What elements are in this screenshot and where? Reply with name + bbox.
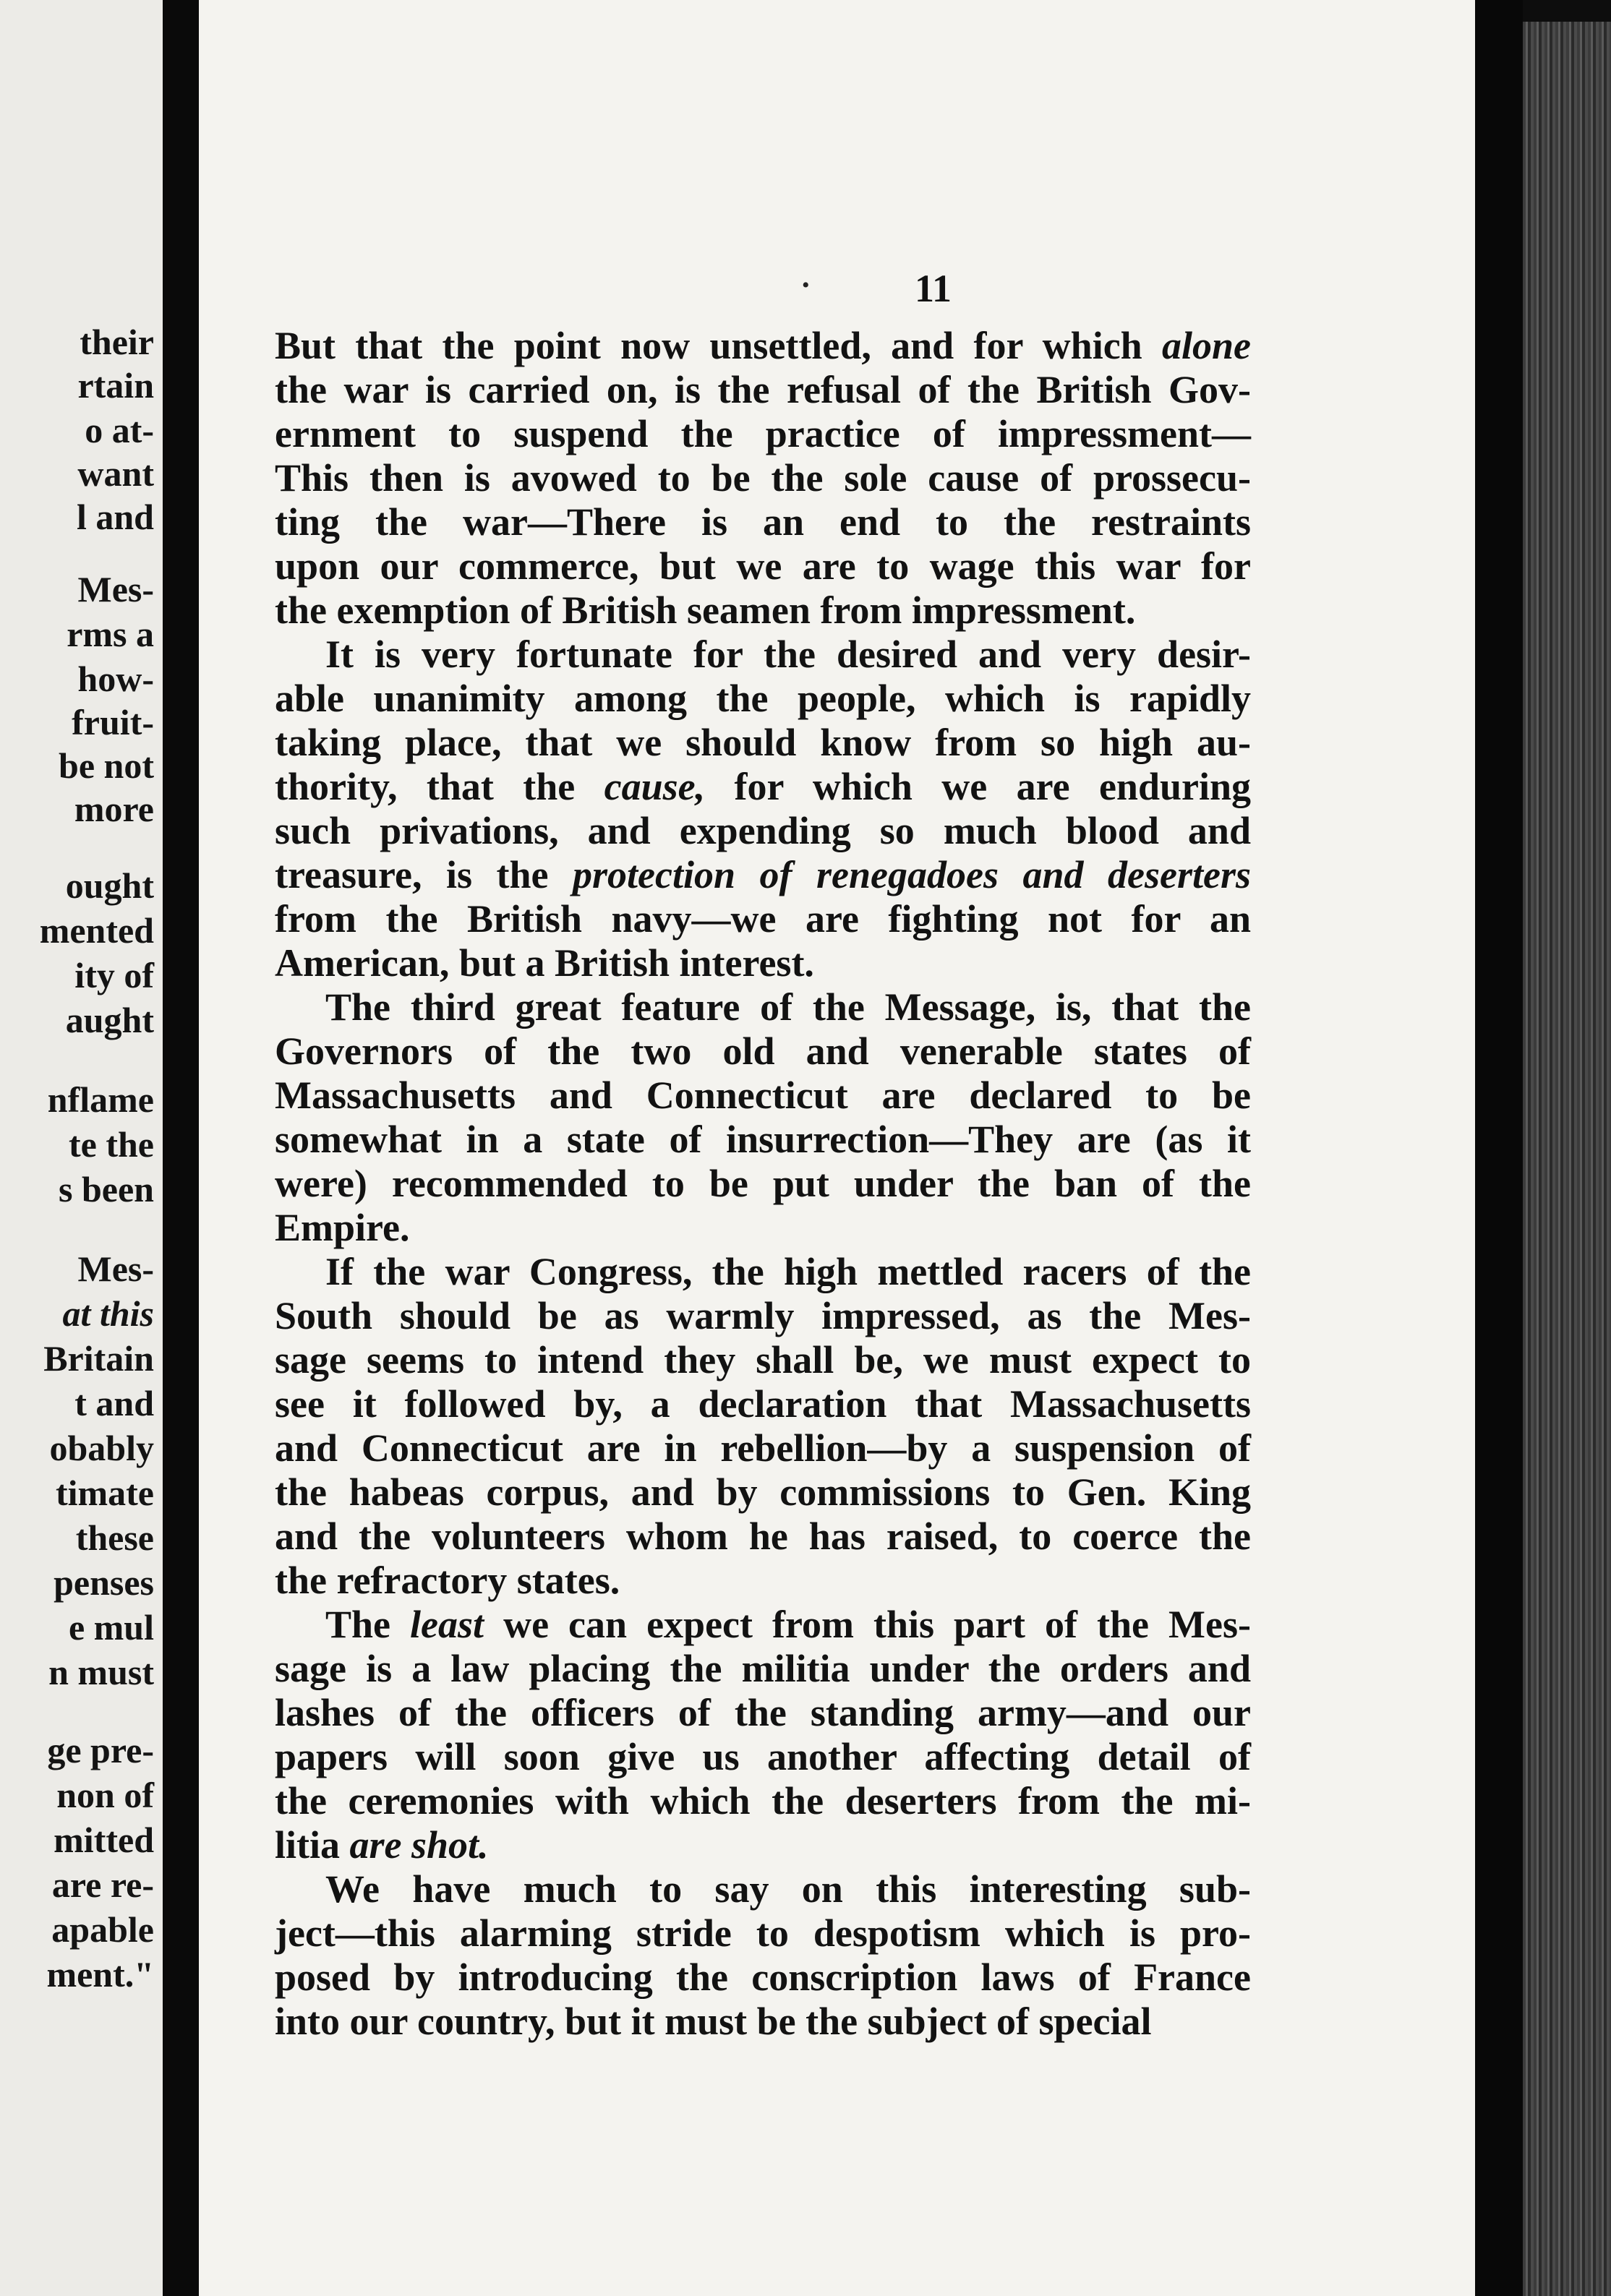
text-line [275, 500, 1251, 544]
text-line [275, 2000, 1251, 2044]
text-run: from the British navy—we are fighting not for an [275, 897, 1251, 941]
left-page-fragment: Britain [43, 1338, 154, 1379]
text-run: the exemption of British seamen from impressment. [275, 588, 1136, 632]
text-line [275, 1603, 1251, 1647]
text-run: and Connecticut are in rebellion—by a suspension of [275, 1426, 1251, 1470]
text-line [275, 1250, 1251, 1294]
text-run: see it followed by, a declaration that Massachusetts [275, 1382, 1251, 1426]
book-gutter [163, 0, 199, 2296]
text-run: This then is avowed to be the sole cause of prossecu- [275, 456, 1251, 500]
text-line [275, 1029, 1251, 1074]
text-line [275, 456, 1251, 500]
text-line [275, 1162, 1251, 1206]
italic-text: protection of renegadoes and deserters [573, 853, 1251, 896]
text-run: If the war Congress, the high mettled racers of the [325, 1250, 1251, 1293]
text-line [275, 897, 1251, 941]
text-run: We have much to say on this interesting sub- [325, 1867, 1251, 1911]
text-line [275, 1118, 1251, 1162]
text-run: able unanimity among the people, which is rapidly [275, 677, 1251, 720]
text-line [275, 412, 1251, 456]
page-number: 11 [915, 267, 952, 310]
text-run: Massachusetts and Connecticut are declared to be [275, 1074, 1251, 1117]
text-run: such privations, and expending so much blood and [275, 809, 1251, 852]
text-line [275, 1823, 1251, 1867]
left-page-fragment: n must [48, 1652, 154, 1692]
text-line [275, 1911, 1251, 1956]
left-page-fragment: rms a [67, 614, 154, 654]
left-page-fragment: aught [65, 1000, 154, 1040]
left-page-fragment: s been [59, 1169, 154, 1209]
text-run: ject—this alarming stride to despotism which is pro- [275, 1911, 1251, 1955]
left-page-fragment: te the [69, 1124, 154, 1165]
italic-text: alone [1161, 324, 1251, 367]
text-line [275, 1647, 1251, 1691]
text-line [275, 721, 1251, 765]
text-run: But that the point now unsettled, and for which [275, 324, 1162, 367]
text-line [275, 1779, 1251, 1823]
text-line [275, 941, 1251, 985]
left-page-fragment: more [74, 789, 154, 829]
left-page-fragment: at this [62, 1293, 154, 1334]
text-run: The third great feature of the Message, is, that the [325, 985, 1251, 1029]
text-line [275, 1382, 1251, 1426]
text-run: sage seems to intend they shall be, we must expect to [275, 1338, 1251, 1382]
left-page-fragment: Mes- [77, 1248, 154, 1289]
text-line [275, 633, 1251, 677]
text-line [275, 1426, 1251, 1470]
text-run: Governors of the two old and venerable states of [275, 1029, 1251, 1073]
text-run: American, but a British interest. [275, 941, 814, 985]
italic-text: cause, [604, 765, 706, 808]
text-line [275, 368, 1251, 412]
left-page-fragment: ge pre- [47, 1730, 154, 1770]
left-page-fragment: ought [65, 865, 154, 906]
text-run: sage is a law placing the militia under the orders and [275, 1647, 1251, 1690]
text-run: the habeas corpus, and by commissions to Gen. King [275, 1470, 1251, 1514]
text-line [275, 1294, 1251, 1338]
left-page-fragment: obably [49, 1428, 154, 1468]
left-page-fragment: timate [55, 1473, 154, 1513]
left-page-fragment: e mul [68, 1607, 154, 1648]
text-run: It is very fortunate for the desired and very desir- [325, 633, 1251, 676]
text-run: upon our commerce, but we are to wage this war for [275, 544, 1251, 588]
text-run: ernment to suspend the practice of impressment— [275, 412, 1251, 455]
text-line [275, 588, 1251, 633]
text-line [275, 1735, 1251, 1779]
page-edge-shadow [1475, 0, 1523, 2296]
text-run: Empire. [275, 1206, 410, 1249]
text-line [275, 809, 1251, 853]
text-line [275, 1470, 1251, 1515]
left-page-fragment: how- [77, 659, 154, 699]
text-run: lashes of the officers of the standing army—and our [275, 1691, 1251, 1734]
text-line [275, 765, 1251, 809]
text-line [275, 1691, 1251, 1735]
text-line [275, 544, 1251, 588]
page-stack-edge [1523, 22, 1611, 2296]
text-run: South should be as warmly impressed, as the Mes- [275, 1294, 1251, 1337]
left-page-fragment: their [80, 322, 154, 362]
left-page-fragment: o at- [85, 410, 154, 450]
left-page-fragment: mitted [54, 1820, 154, 1860]
left-page-fragment: ment." [46, 1954, 154, 1995]
body-text [275, 324, 1251, 2044]
text-line [275, 1559, 1251, 1603]
text-run: litia [275, 1823, 350, 1867]
text-line [275, 677, 1251, 721]
text-line [275, 1338, 1251, 1382]
text-run: papers will soon give us another affecting detail of [275, 1735, 1251, 1778]
left-page-fragment: l and [76, 497, 154, 537]
text-line [275, 1867, 1251, 1911]
text-run: somewhat in a state of insurrection—They are (as it [275, 1118, 1251, 1161]
italic-text: least [410, 1603, 484, 1646]
text-line [275, 1206, 1251, 1250]
text-line [275, 985, 1251, 1029]
ink-dot: • [802, 273, 810, 297]
text-run: and the volunteers whom he has raised, to coerce the [275, 1515, 1251, 1558]
italic-text: are shot. [349, 1823, 489, 1867]
left-page-edge [0, 0, 163, 2296]
text-run: posed by introducing the conscription laws of France [275, 1956, 1251, 1999]
left-page-fragment: Mes- [77, 569, 154, 609]
left-page-fragment: be not [59, 745, 154, 786]
left-page-fragment: penses [54, 1562, 154, 1603]
text-line [275, 1515, 1251, 1559]
left-page-fragment: are re- [51, 1864, 154, 1905]
text-run: for which we are enduring [705, 765, 1252, 808]
text-run: thority, that the [275, 765, 604, 808]
left-page-fragment: mented [39, 910, 154, 951]
text-run: the ceremonies with which the deserters from the mi- [275, 1779, 1251, 1822]
left-page-fragment: nflame [47, 1079, 154, 1120]
text-run: were) recommended to be put under the ban of the [275, 1162, 1251, 1205]
left-page-fragment: t and [74, 1383, 154, 1423]
text-line [275, 1956, 1251, 2000]
left-page-fragment: these [75, 1517, 154, 1558]
text-run: we can expect from this part of the Mes- [484, 1603, 1251, 1646]
text-run: taking place, that we should know from so high au- [275, 721, 1251, 764]
left-page-fragment: ity of [74, 955, 154, 995]
left-page-fragment: fruit- [72, 702, 154, 742]
text-run: The [325, 1603, 411, 1646]
left-page-fragment: rtain [77, 365, 154, 406]
text-line [275, 1074, 1251, 1118]
left-page-fragment: non of [56, 1775, 154, 1815]
text-line [275, 853, 1251, 897]
text-run: ting the war—There is an end to the restraints [275, 500, 1251, 544]
text-run: the refractory states. [275, 1559, 620, 1602]
left-page-fragment: apable [51, 1909, 154, 1950]
text-line [275, 324, 1251, 368]
left-page-fragment: want [77, 453, 154, 494]
text-run: into our country, but it must be the subject of special [275, 2000, 1152, 2043]
text-run: treasure, is the [275, 853, 573, 896]
text-run: the war is carried on, is the refusal of the British Gov- [275, 368, 1251, 411]
